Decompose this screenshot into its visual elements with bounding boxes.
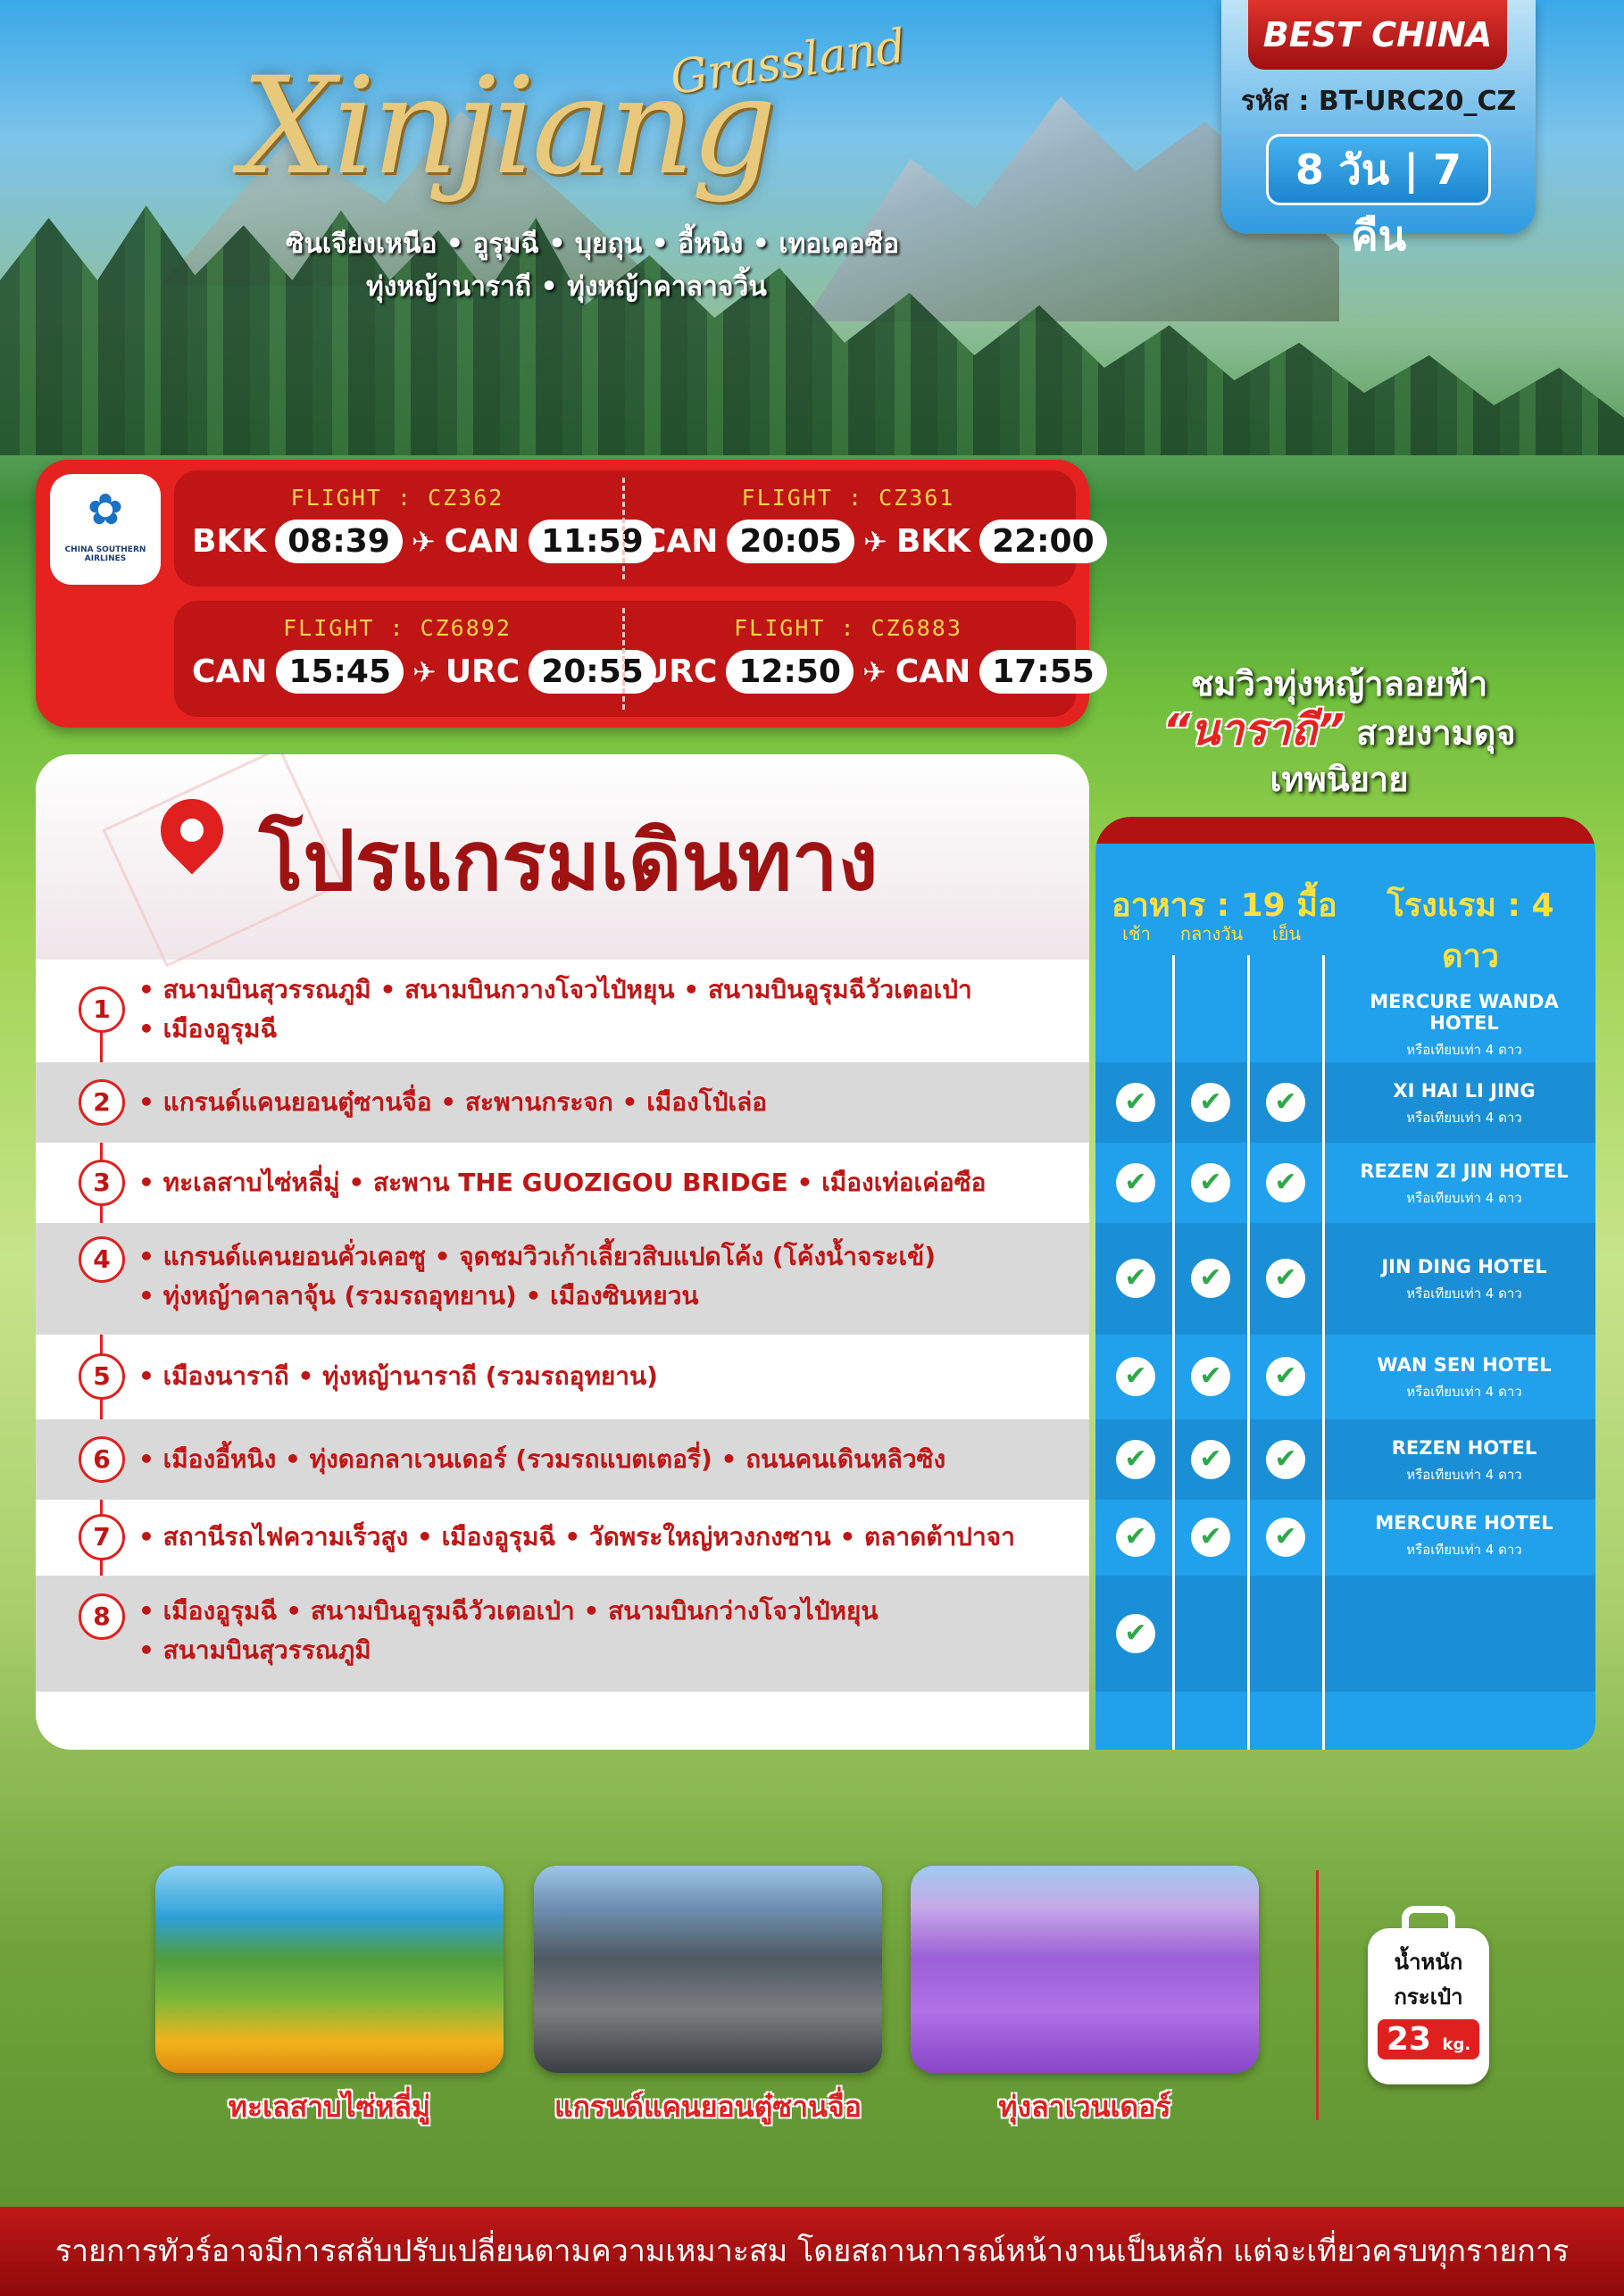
destination-code: URC xyxy=(445,653,521,690)
hotel-entry xyxy=(1335,1354,1594,1402)
side-row xyxy=(1095,1419,1595,1500)
flight-route xyxy=(643,650,1107,694)
hotel-note: หรือเทียบเท่า 4 ดาว xyxy=(1406,1542,1522,1558)
hotel-name: WAN SEN HOTEL xyxy=(1377,1354,1552,1376)
flight-number: FLIGHT : CZ361 xyxy=(741,485,955,511)
side-row xyxy=(1095,960,1595,1062)
meal-check-icon: ✔ xyxy=(1266,1083,1305,1122)
hotel-note: หรือเทียบเท่า 4 ดาว xyxy=(1406,1467,1522,1483)
day-text xyxy=(138,1592,879,1670)
hotel-entry xyxy=(1335,1256,1594,1304)
day-line: • สนามบินสุวรรณภูมิ xyxy=(138,1635,371,1665)
side-row xyxy=(1095,1335,1595,1419)
photo-dushanzi-canyon xyxy=(534,1866,882,2073)
hotel-entry xyxy=(1335,991,1594,1061)
destinations-line-2: ทุ่งหญ้านาราถี • ทุ่งหญ้าคาลาจวิ้น xyxy=(366,271,767,303)
tour-duration: 8 วัน | 7 คืน xyxy=(1266,134,1491,205)
hotel-name: XI HAI LI JING xyxy=(1393,1080,1536,1102)
origin-code: CAN xyxy=(192,653,268,690)
meal-check-icon: ✔ xyxy=(1191,1259,1230,1298)
flight-segment xyxy=(174,470,644,586)
promo-highlight: “นาราถี” xyxy=(1162,705,1345,755)
flight-route xyxy=(192,650,656,694)
flight-segment xyxy=(625,601,1095,717)
day-line: • เมืองอี้หนิง • ทุ่งดอกลาเวนเดอร์ (รวมรถแบตเตอรี่) • ถนนคนเดินหลิวซิง xyxy=(138,1444,946,1474)
photo-caption: ทุ่งลาเวนเดอร์ xyxy=(998,2090,1171,2124)
meal-check-icon: ✔ xyxy=(1191,1357,1230,1396)
panel-top-accent xyxy=(1095,817,1595,844)
day-text xyxy=(138,1083,767,1122)
hotel-entry xyxy=(1335,1437,1594,1485)
origin-code: BKK xyxy=(192,523,267,560)
side-row xyxy=(1095,1062,1595,1143)
day-number: 7 xyxy=(79,1514,125,1560)
day-line: • สถานีรถไฟความเร็วสูง • เมืองอูรุมฉี • วัดพระใหญ่หวงกงซาน • ตลาดต้าปาจา xyxy=(138,1522,1015,1551)
day-line: • เมืองอูรุมฉี xyxy=(138,1014,278,1044)
side-row xyxy=(1095,1223,1595,1335)
day-text xyxy=(138,1237,936,1316)
flight-number: FLIGHT : CZ362 xyxy=(290,485,504,511)
hotel-column-divider xyxy=(1322,955,1325,1750)
flight-number: FLIGHT : CZ6883 xyxy=(734,615,962,641)
day-line: • ทะเลสาบไซ่หลี่มู่ • สะพาน THE GUOZIGOU BRIDGE • เมืองเท่อเค่อซือ xyxy=(138,1168,987,1197)
destinations-line-1: ซินเจียงเหนือ • อูรุมฉี • บุยถุน • อี้หนิง • เทอเคอซือ xyxy=(286,229,900,260)
hotel-note: หรือเทียบเท่า 4 ดาว xyxy=(1406,1285,1522,1302)
title-accent: Grassland xyxy=(667,19,910,106)
meal-check-icon: ✔ xyxy=(1116,1518,1155,1557)
departure-time: 12:50 xyxy=(726,650,854,694)
side-row xyxy=(1095,1576,1595,1692)
plane-icon: ✈ xyxy=(863,524,887,559)
itinerary-day xyxy=(36,1143,1089,1223)
brand-label: BEST CHINA xyxy=(1248,0,1507,70)
itinerary-day xyxy=(36,1500,1089,1576)
plane-icon: ✈ xyxy=(862,654,887,689)
origin-code: CAN xyxy=(643,523,719,560)
itinerary-day xyxy=(36,1335,1089,1419)
flight-row xyxy=(174,470,1095,586)
meal-check-icon: ✔ xyxy=(1191,1518,1230,1557)
itinerary-panel xyxy=(36,754,1089,1750)
tour-code: รหัส : BT-URC20_CZ xyxy=(1240,86,1517,117)
hotel-entry xyxy=(1335,1080,1594,1128)
departure-time: 15:45 xyxy=(276,650,404,694)
photo-caption: ทะเลสาบไซ่หลี่มู่ xyxy=(228,2090,431,2124)
meal-column-divider xyxy=(1172,955,1175,1750)
day-line: • แกรนด์แคนยอนคั่วเคอซู • จุดชมวิวเก้าเลี้ยวสิบแปดโค้ง (โค้งน้ำจระเข้) xyxy=(138,1242,937,1271)
lunch-label: กลางวัน xyxy=(1179,923,1244,944)
meal-check-icon: ✔ xyxy=(1116,1163,1155,1202)
itinerary-day xyxy=(36,960,1089,1062)
hotel-note: หรือเทียบเท่า 4 ดาว xyxy=(1406,1190,1522,1206)
flight-row xyxy=(174,601,1095,717)
photo-sayram-lake xyxy=(155,1866,504,2073)
baggage-unit: kg. xyxy=(1442,2035,1471,2054)
hotel-note: หรือเทียบเท่า 4 ดาว xyxy=(1406,1384,1522,1400)
luggage-icon xyxy=(1368,1928,1489,2084)
meal-check-icon: ✔ xyxy=(1266,1518,1305,1557)
baggage-weight-badge xyxy=(1378,2019,1479,2059)
destination-code: CAN xyxy=(444,523,521,560)
hotel-name: REZEN ZI JIN HOTEL xyxy=(1360,1160,1569,1182)
hotel-name: MERCURE WANDA HOTEL xyxy=(1370,991,1559,1034)
section-divider xyxy=(1316,1870,1319,2120)
itinerary-title: โปรแกรมเดินทาง xyxy=(259,813,879,909)
departure-time: 20:05 xyxy=(727,520,854,563)
arrival-time: 22:00 xyxy=(979,520,1107,563)
meals-header: อาหาร : 19 มื้อ xyxy=(1112,887,1337,924)
arrival-time: 17:55 xyxy=(979,650,1107,694)
promo-text xyxy=(1107,661,1571,803)
promo-line-2: สวยงามดุจเทพนิยาย xyxy=(1270,713,1516,799)
day-number: 6 xyxy=(79,1436,125,1483)
flight-panel xyxy=(36,460,1095,728)
flight-segment xyxy=(174,601,644,717)
arrival-time: 20:55 xyxy=(529,650,656,694)
day-line: • เมืองนาราถี • ทุ่งหญ้านาราถี (รวมรถอุทยาน) xyxy=(138,1361,658,1391)
itinerary-day xyxy=(36,1223,1089,1335)
flight-route xyxy=(192,520,656,563)
day-line: • ทุ่งหญ้าคาลาจุ้น (รวมรถอุทยาน) • เมืองซินหยวน xyxy=(138,1281,699,1310)
meal-check-icon: ✔ xyxy=(1116,1614,1155,1653)
hotel-note: หรือเทียบเท่า 4 ดาว xyxy=(1406,1042,1522,1058)
tour-badge xyxy=(1221,0,1536,260)
baggage-label-1: น้ำหนัก xyxy=(1394,1950,1463,1975)
meal-check-icon: ✔ xyxy=(1266,1357,1305,1396)
baggage-weight: 23 xyxy=(1386,2021,1431,2058)
promo-line-1: ชมวิวทุ่งหญ้าลอยฟ้า xyxy=(1190,664,1488,703)
day-number: 1 xyxy=(79,986,125,1033)
side-row xyxy=(1095,1143,1595,1223)
flight-segment xyxy=(625,470,1095,586)
itinerary-day xyxy=(36,1062,1089,1143)
breakfast-label: เช้า xyxy=(1122,923,1151,944)
departure-time: 08:39 xyxy=(275,520,403,563)
meal-check-icon: ✔ xyxy=(1266,1259,1305,1298)
meal-column-divider xyxy=(1247,955,1250,1750)
day-line: • แกรนด์แคนยอนตู๋ซานจื่อ • สะพานกระจก • เมืองโป๋เล่อ xyxy=(138,1087,768,1117)
hotel-entry xyxy=(1335,1512,1594,1560)
day-text xyxy=(138,1440,945,1479)
destination-code: CAN xyxy=(895,653,971,690)
side-row xyxy=(1095,1500,1595,1576)
footer-disclaimer: รายการทัวร์อาจมีการสลับปรับเปลี่ยนตามความเหมาะสม โดยสถานการณ์หน้างานเป็นหลัก แต่จะเที่ยวครบทุกรายการ xyxy=(0,2207,1624,2296)
plane-icon: ✈ xyxy=(411,524,436,559)
day-number: 5 xyxy=(79,1353,125,1400)
meal-check-icon: ✔ xyxy=(1191,1440,1230,1479)
hotel-note: หรือเทียบเท่า 4 ดาว xyxy=(1406,1110,1522,1126)
day-text xyxy=(138,1163,986,1202)
itinerary-header xyxy=(36,754,1089,960)
airline-flower-icon: ✿ xyxy=(87,485,124,535)
day-line: • สนามบินสุวรรณภูมิ • สนามบินกวางโจวไป๋หยุน • สนามบินอูรุมฉีวัวเตอเป่า xyxy=(138,975,972,1004)
airline-logo-text: CHINA SOUTHERN AIRLINES xyxy=(64,545,146,563)
meal-check-icon: ✔ xyxy=(1116,1259,1155,1298)
day-text xyxy=(138,1518,1015,1557)
origin-code: URC xyxy=(643,653,718,690)
hotels-header: โรงแรม : 4 ดาว xyxy=(1387,887,1554,975)
flight-route xyxy=(643,520,1107,563)
page-title: Xinjiang xyxy=(241,49,773,204)
arrival-time: 11:59 xyxy=(529,520,656,563)
itinerary-day xyxy=(36,1419,1089,1500)
airline-logo xyxy=(50,474,161,585)
promo-line-2-wrap xyxy=(1107,707,1571,803)
meal-check-icon: ✔ xyxy=(1266,1163,1305,1202)
flight-number: FLIGHT : CZ6892 xyxy=(283,615,512,641)
destination-code: BKK xyxy=(895,523,971,560)
day-number: 3 xyxy=(79,1160,125,1206)
day-number: 4 xyxy=(79,1236,125,1283)
itinerary-day xyxy=(36,1576,1089,1692)
day-number: 8 xyxy=(79,1593,125,1640)
day-number: 2 xyxy=(79,1079,125,1126)
day-line: • เมืองอูรุมฉี • สนามบินอูรุมฉีวัวเตอเป่า • สนามบินกว่างโจวไป๋หยุน xyxy=(138,1596,879,1626)
meal-check-icon: ✔ xyxy=(1116,1440,1155,1479)
meal-check-icon: ✔ xyxy=(1116,1357,1155,1396)
meal-check-icon: ✔ xyxy=(1191,1083,1230,1122)
meal-check-icon: ✔ xyxy=(1266,1440,1305,1479)
hotel-entry xyxy=(1335,1160,1594,1209)
photo-lavender-field xyxy=(911,1866,1259,2073)
baggage-label-2: กระเป๋า xyxy=(1394,1984,1463,2009)
meal-check-icon: ✔ xyxy=(1116,1083,1155,1122)
plane-icon: ✈ xyxy=(412,654,437,689)
dinner-label: เย็น xyxy=(1271,923,1302,944)
hotel-name: MERCURE HOTEL xyxy=(1375,1512,1553,1534)
meals-hotels-panel xyxy=(1095,817,1595,1750)
hotel-name: JIN DING HOTEL xyxy=(1381,1256,1547,1277)
day-text xyxy=(138,970,972,1049)
day-text xyxy=(138,1357,658,1396)
meal-check-icon: ✔ xyxy=(1191,1163,1230,1202)
photo-caption: แกรนด์แคนยอนตู๋ซานจื่อ xyxy=(554,2090,862,2124)
hotel-name: REZEN HOTEL xyxy=(1391,1437,1537,1459)
